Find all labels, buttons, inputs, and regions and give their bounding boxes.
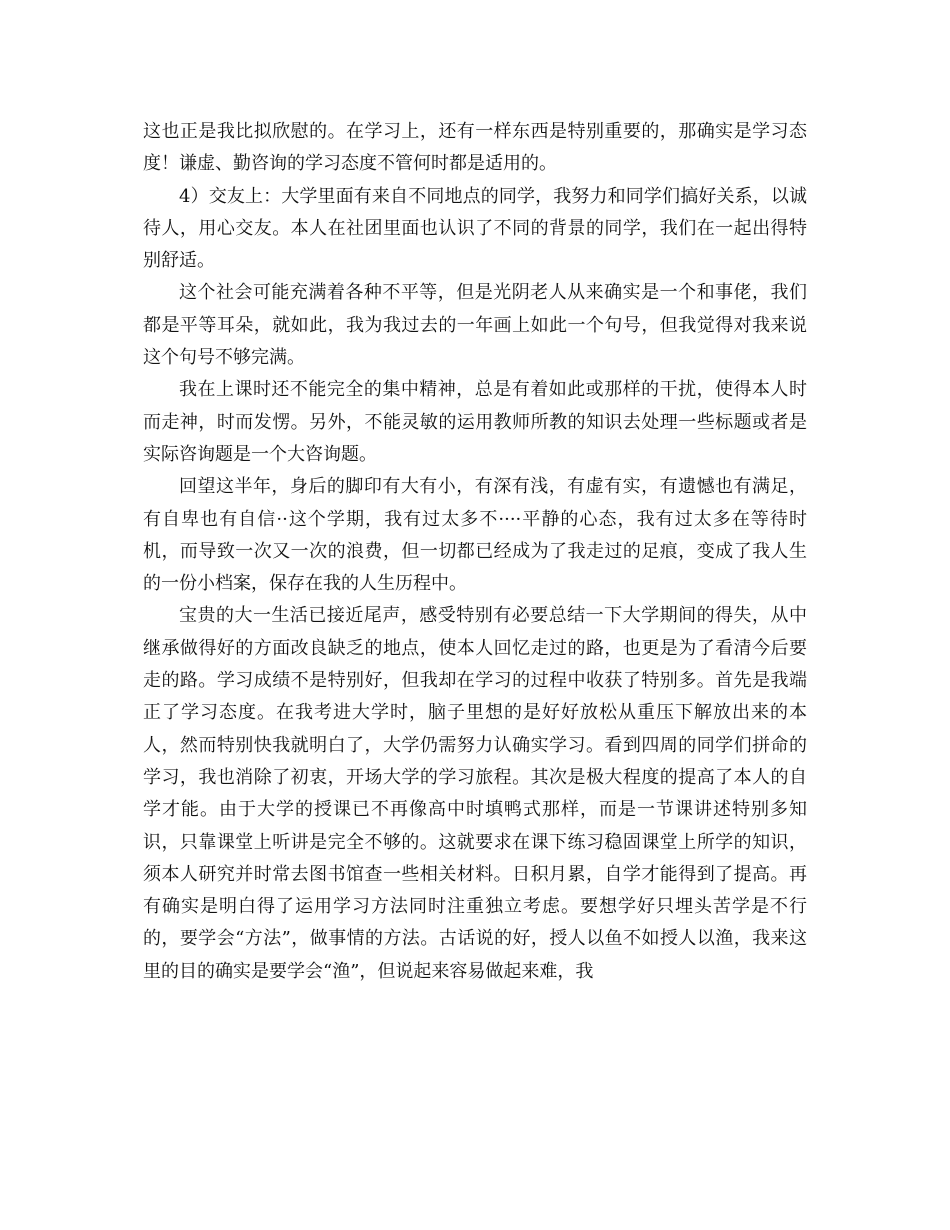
paragraph-3: 这个社会可能充满着各种不平等，但是光阴老人从来确实是一个和事佬，我们都是平等耳朵，就如此，我为我过去的一年画上如此一个句号，但我觉得对我来说这个句号不够完满。 [143, 282, 807, 369]
paragraph-1: 这也正是我比拟欣慰的。在学习上，还有一样东西是特别重要的，那确实是学习态度！谦虚、勤咨询的学习态度不管何时都是适用的。 [143, 121, 807, 175]
document-body [143, 116, 807, 988]
paragraph-5: 回望这半年，身后的脚印有大有小，有深有浅，有虚有实，有遗憾也有满足，有自卑也有自信··这个学期，我有过太多不····平静的心态，我有过太多在等待时机，而导致一次又一次的浪费，但一切都已经成为了我走过的足痕，变成了我人生的一份小档案，保存在我的人生历程中。 [143, 476, 807, 595]
paragraph-6: 宝贵的大一生活已接近尾声，感受特别有必要总结一下大学期间的得失，从中继承做得好的方面改良缺乏的地点，使本人回忆走过的路，也更是为了看清今后要走的路。学习成绩不是特别好，但我却在学习的过程中收获了特别多。首先是我端正了学习态度。在我考进大学时，脑子里想的是好好放松从重压下解放出来的本人，然而特别快我就明白了，大学仍需努力认确实学习。看到四周的同学们拼命的学习，我也消除了初衷，开场大学的学习旅程。其次是极大程度的提高了本人的自学才能。由于大学的授课已不再像高中时填鸭式那样，而是一节课讲述特别多知识，只靠课堂上听讲是完全不够的。这就要求在课下练习稳固课堂上所学的知识，须本人研究并时常去图书馆查一些相关材料。日积月累，自学才能得到了提高。再有确实是明白得了运用学习方法同时注重独立考虑。要想学好只埋头苦学是不行的，要学会“方法”，做事情的方法。古话说的好，授人以鱼不如授人以渔，我来这里的目的确实是要学会“渔”，但说起来容易做起来难，我 [143, 605, 807, 982]
paragraph-4: 我在上课时还不能完全的集中精神，总是有着如此或那样的干扰，使得本人时而走神，时而发愣。另外，不能灵敏的运用教师所教的知识去处理一些标题或者是实际咨询题是一个大咨询题。 [143, 379, 807, 465]
paragraph-2: 4）交友上：大学里面有来自不同地点的同学，我努力和同学们搞好关系，以诚待人，用心交友。本人在社团里面也认识了不同的背景的同学，我们在一起出得特别舒适。 [143, 185, 807, 272]
